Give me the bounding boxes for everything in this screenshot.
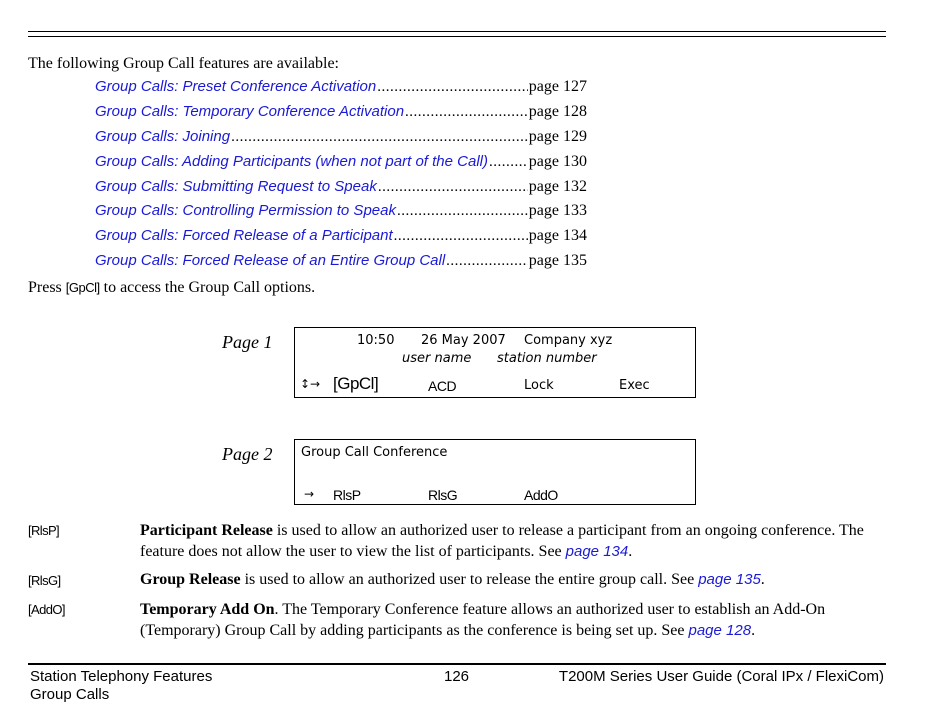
header-rule-bottom [28,36,886,37]
toc-link[interactable]: Group Calls: Forced Release of an Entire Group Call [95,252,446,270]
toc-link[interactable]: Group Calls: Preset Conference Activation [95,78,377,95]
toc-row[interactable] [95,103,587,128]
softkey-rlsp[interactable]: RlsP [333,487,361,503]
footer-subsection: Group Calls [30,686,110,703]
toc-leader [378,179,528,196]
header-rule-top [28,31,886,32]
toc-page: page 128 [528,102,587,120]
toc-leader [446,253,528,270]
definition-key-addo: [AddO] [28,602,65,617]
definition-term: Group Release [140,571,241,588]
footer-page-number: 126 [444,668,470,685]
toc-row[interactable] [95,202,587,227]
gpcl-key-label: [GpCl] [65,280,100,295]
display-company: Company xyz [524,333,613,348]
softkey-addo[interactable]: AddO [524,487,558,503]
softkey-rlsg[interactable]: RlsG [428,487,458,503]
page-2-label: Page 2 [222,444,273,464]
footer-section: Station Telephony Features [30,668,213,685]
display-time: 10:50 [357,333,395,348]
display-station-number: station number [497,351,597,366]
press-instruction: Press [GpCl] to access the Group Call options. [28,279,316,296]
toc-link[interactable]: Group Calls: Temporary Conference Activation [95,102,405,120]
next-arrow-icon: → [304,487,315,501]
footer-guide-title: T200M Series User Guide (Coral IPx / FlexiCom) [558,668,884,685]
toc-page: page 130 [528,152,587,170]
toc-link[interactable]: Group Calls: Forced Release of a Participant [95,227,393,245]
toc-page: page 133 [528,202,587,220]
page-link[interactable]: page 134 [565,543,629,560]
softkey-lock[interactable]: Lock [524,378,554,393]
definition-key-rlsp: [RlsP] [28,523,60,538]
definition-rlsg: Group Release is used to allow an authorized user to release the entire group call. See page 135. [140,571,765,588]
toc-row[interactable] [95,252,587,277]
toc-leader [489,154,528,171]
display-user-name: user name [402,351,472,366]
toc-page: page 127 [528,78,587,95]
toc-page: page 135 [528,252,587,270]
feature-list [95,78,587,277]
definition-term: Temporary Add On [140,601,275,618]
toc-row[interactable] [95,128,587,153]
display-title: Group Call Conference [301,445,448,460]
definition-term: Participant Release [140,522,273,539]
toc-link[interactable]: Group Calls: Submitting Request to Speak [95,177,377,195]
toc-row[interactable] [95,78,587,103]
display-page-1 [294,327,696,398]
display-page-2 [294,439,696,505]
page-link[interactable]: page 135 [698,571,761,588]
toc-page: page 132 [528,177,587,195]
softkey-acd[interactable]: ACD [428,378,457,394]
display-date: 26 May 2007 [421,333,506,348]
softkey-exec[interactable]: Exec [619,378,650,393]
toc-link[interactable]: Group Calls: Adding Participants (when not part of the Call) [95,152,488,170]
intro-text: The following Group Call features are available: [28,55,339,72]
toc-row[interactable] [95,153,587,178]
toc-row[interactable] [95,178,587,203]
page-link[interactable]: page 128 [688,622,752,639]
toc-link[interactable]: Group Calls: Controlling Permission to Speak [95,202,396,220]
toc-leader [405,104,528,121]
toc-leader [397,203,528,220]
footer-rule [28,663,886,665]
softkey-gpcl[interactable]: [GpCl] [333,374,379,393]
toc-row[interactable] [95,227,587,252]
definition-rlsp: Participant Release is used to allow an authorized user to release a participant from an ongoing conference. The feature does not allow the user to view the list of participants. See page 134. [140,522,864,560]
scroll-arrow-icon: ↕→ [300,377,321,391]
toc-leader [377,79,528,96]
page-1-label: Page 1 [222,332,273,352]
toc-page: page 134 [528,227,587,245]
toc-leader [231,129,528,146]
definition-addo: Temporary Add On. The Temporary Conference feature allows an authorized user to establish an Add-On (Temporary) Group Call by adding participants as the conference is being set up. See page 128. [140,601,826,639]
toc-page: page 129 [528,127,587,145]
toc-leader [394,228,528,245]
toc-link[interactable]: Group Calls: Joining [95,127,231,145]
definition-key-rlsg: [RlsG] [28,573,61,588]
